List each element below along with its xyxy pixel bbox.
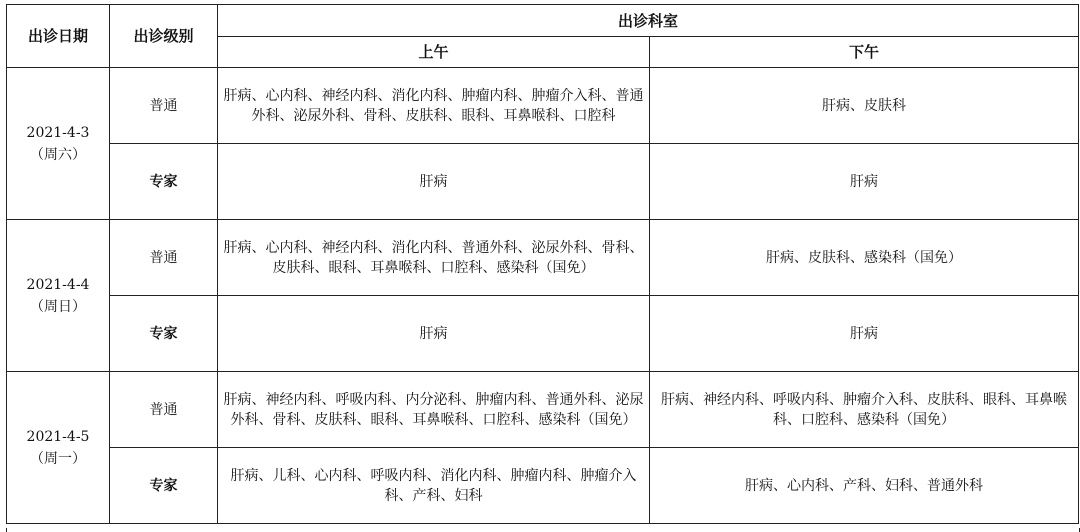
- level-expert: 专家: [110, 144, 218, 220]
- dept-afternoon: 肝病、心内科、产科、妇科、普通外科: [650, 448, 1079, 524]
- table-row: [7, 372, 1079, 448]
- header-department: 出诊科室: [218, 5, 1079, 37]
- dept-afternoon: 肝病: [650, 296, 1079, 372]
- table-row: [7, 296, 1079, 372]
- date-text: 2021-4-4: [26, 276, 90, 293]
- dept-afternoon: 肝病、神经内科、呼吸内科、肿瘤介入科、皮肤科、眼科、耳鼻喉科、口腔科、感染科（国免）: [650, 372, 1079, 448]
- level-expert: 专家: [110, 296, 218, 372]
- table-row: [7, 144, 1079, 220]
- table-row: [7, 68, 1079, 144]
- dept-morning: 肝病、心内科、神经内科、消化内科、肿瘤内科、肿瘤介入科、普通外科、泌尿外科、骨科、皮肤科、眼科、耳鼻喉科、口腔科: [218, 68, 650, 144]
- weekday-text: （周日）: [30, 298, 86, 315]
- dept-morning: 肝病: [218, 144, 650, 220]
- table-row: [7, 448, 1079, 524]
- dept-afternoon: 肝病、皮肤科: [650, 68, 1079, 144]
- dept-afternoon: 肝病: [650, 144, 1079, 220]
- dept-afternoon: 肝病、皮肤科、感染科（国免）: [650, 220, 1079, 296]
- header-row: [7, 5, 1079, 37]
- date-text: 2021-4-5: [26, 428, 90, 445]
- date-cell: [7, 372, 110, 524]
- table-row: [7, 220, 1079, 296]
- level-normal: 普通: [110, 220, 218, 296]
- date-cell: [7, 220, 110, 372]
- clinic-schedule-table: [6, 4, 1079, 524]
- dept-morning: 肝病、儿科、心内科、呼吸内科、消化内科、肿瘤内科、肿瘤介入科、产科、妇科: [218, 448, 650, 524]
- header-level: 出诊级别: [110, 5, 218, 68]
- date-cell: [7, 68, 110, 220]
- date-text: 2021-4-3: [26, 124, 90, 141]
- dept-morning: 肝病、神经内科、呼吸内科、内分泌科、肿瘤内科、普通外科、泌尿外科、骨科、皮肤科、眼科、耳鼻喉科、口腔科、感染科（国免）: [218, 372, 650, 448]
- header-afternoon: 下午: [650, 37, 1079, 68]
- level-normal: 普通: [110, 68, 218, 144]
- level-normal: 普通: [110, 372, 218, 448]
- dept-morning: 肝病: [218, 296, 650, 372]
- level-expert: 专家: [110, 448, 218, 524]
- weekday-text: （周一）: [30, 450, 86, 467]
- header-date: 出诊日期: [7, 5, 110, 68]
- table-continuation-edge: [6, 528, 1080, 532]
- dept-morning: 肝病、心内科、神经内科、消化内科、普通外科、泌尿外科、骨科、皮肤科、眼科、耳鼻喉科、口腔科、感染科（国免）: [218, 220, 650, 296]
- header-morning: 上午: [218, 37, 650, 68]
- weekday-text: （周六）: [30, 146, 86, 163]
